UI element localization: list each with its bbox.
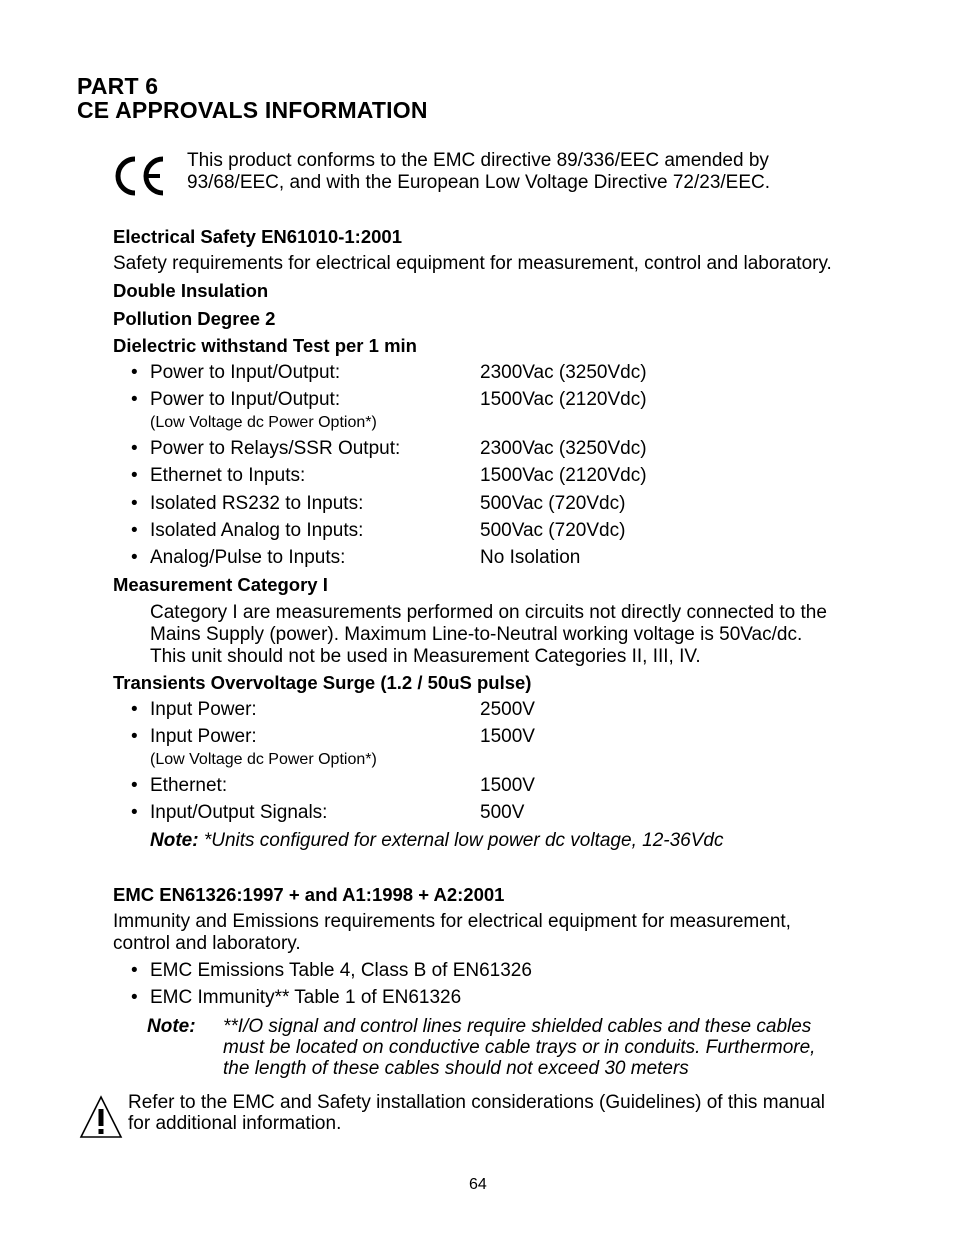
bullet-icon: • bbox=[131, 547, 138, 568]
dielectric-label: Power to Input/Output: bbox=[150, 362, 341, 383]
bullet-icon: • bbox=[131, 465, 138, 486]
transient-value: 500V bbox=[480, 802, 525, 823]
bullet-icon: • bbox=[131, 362, 138, 383]
dielectric-value: 2300Vac (3250Vdc) bbox=[480, 362, 647, 383]
bullet-icon: • bbox=[131, 960, 138, 981]
dielectric-value: 1500Vac (2120Vdc) bbox=[480, 389, 647, 410]
emc-note-line: **I/O signal and control lines require shielded cables and these cables bbox=[223, 1016, 812, 1037]
warning-text-line1: Refer to the EMC and Safety installation considerations (Guidelines) of this manual bbox=[128, 1092, 826, 1113]
bullet-icon: • bbox=[131, 520, 138, 541]
dielectric-label: Isolated RS232 to Inputs: bbox=[150, 493, 364, 514]
transient-label: Input/Output Signals: bbox=[150, 802, 328, 823]
dielectric-heading: Dielectric withstand Test per 1 min bbox=[113, 335, 417, 356]
emc-note-line: must be located on conductive cable trays or in conduits. Furthermore, bbox=[223, 1037, 816, 1058]
pollution-degree-heading: Pollution Degree 2 bbox=[113, 308, 276, 329]
measurement-line: Category I are measurements performed on circuits not directly connected to the bbox=[150, 602, 827, 623]
transient-label: Input Power: bbox=[150, 726, 257, 747]
dielectric-value: 2300Vac (3250Vdc) bbox=[480, 438, 647, 459]
measurement-line: Mains Supply (power). Maximum Line-to-Neutral working voltage is 50Vac/dc. bbox=[150, 624, 803, 645]
emc-bullet-text: EMC Emissions Table 4, Class B of EN61326 bbox=[150, 960, 532, 981]
transient-value: 1500V bbox=[480, 726, 535, 747]
bullet-icon: • bbox=[131, 493, 138, 514]
emc-bullet-text: EMC Immunity** Table 1 of EN61326 bbox=[150, 987, 462, 1008]
emc-note-line: the length of these cables should not exceed 30 meters bbox=[223, 1058, 689, 1079]
bullet-icon: • bbox=[131, 775, 138, 796]
ce-text-line1: This product conforms to the EMC directive 89/336/EEC amended by bbox=[187, 150, 769, 171]
ce-mark-icon bbox=[111, 154, 173, 198]
safety-heading: Electrical Safety EN61010-1:2001 bbox=[113, 226, 402, 247]
measurement-line: This unit should not be used in Measurement Categories II, III, IV. bbox=[150, 646, 701, 667]
transient-label: Ethernet: bbox=[150, 775, 228, 796]
bullet-icon: • bbox=[131, 389, 138, 410]
dielectric-label: Isolated Analog to Inputs: bbox=[150, 520, 364, 541]
emc-description-line: Immunity and Emissions requirements for electrical equipment for measurement, bbox=[113, 911, 791, 932]
bullet-icon: • bbox=[131, 438, 138, 459]
note-label: Note: bbox=[150, 830, 199, 851]
dielectric-value: 1500Vac (2120Vdc) bbox=[480, 465, 647, 486]
part-number: PART 6 bbox=[77, 73, 159, 99]
page-title: CE APPROVALS INFORMATION bbox=[77, 97, 428, 123]
measurement-heading: Measurement Category I bbox=[113, 574, 328, 595]
dielectric-label: Analog/Pulse to Inputs: bbox=[150, 547, 346, 568]
dielectric-value: 500Vac (720Vdc) bbox=[480, 520, 626, 541]
warning-triangle-icon bbox=[79, 1094, 123, 1140]
dielectric-sub-note: (Low Voltage dc Power Option*) bbox=[150, 414, 377, 431]
emc-heading: EMC EN61326:1997 + and A1:1998 + A2:2001 bbox=[113, 884, 505, 905]
ce-text-line2: 93/68/EEC, and with the European Low Voltage Directive 72/23/EEC. bbox=[187, 172, 771, 193]
safety-note bbox=[150, 830, 723, 851]
dielectric-label: Ethernet to Inputs: bbox=[150, 465, 306, 486]
warning-text-line2: for additional information. bbox=[128, 1113, 342, 1134]
transients-heading: Transients Overvoltage Surge (1.2 / 50uS pulse) bbox=[113, 672, 532, 693]
double-insulation-heading: Double Insulation bbox=[113, 280, 269, 301]
dielectric-label: Power to Input/Output: bbox=[150, 389, 341, 410]
transient-label: Input Power: bbox=[150, 699, 257, 720]
dielectric-label: Power to Relays/SSR Output: bbox=[150, 438, 401, 459]
emc-description-line: control and laboratory. bbox=[113, 933, 301, 954]
transient-value: 2500V bbox=[480, 699, 535, 720]
transient-sub-note: (Low Voltage dc Power Option*) bbox=[150, 751, 377, 768]
dielectric-value: 500Vac (720Vdc) bbox=[480, 493, 626, 514]
note-text: *Units configured for external low power dc voltage, 12-36Vdc bbox=[198, 830, 724, 851]
safety-description: Safety requirements for electrical equipment for measurement, control and laboratory. bbox=[113, 253, 832, 274]
bullet-icon: • bbox=[131, 726, 138, 747]
bullet-icon: • bbox=[131, 987, 138, 1008]
bullet-icon: • bbox=[131, 699, 138, 720]
emc-note-label: Note: bbox=[147, 1016, 196, 1037]
dielectric-value: No Isolation bbox=[480, 547, 581, 568]
page-number: 64 bbox=[469, 1176, 487, 1193]
bullet-icon: • bbox=[131, 802, 138, 823]
transient-value: 1500V bbox=[480, 775, 535, 796]
